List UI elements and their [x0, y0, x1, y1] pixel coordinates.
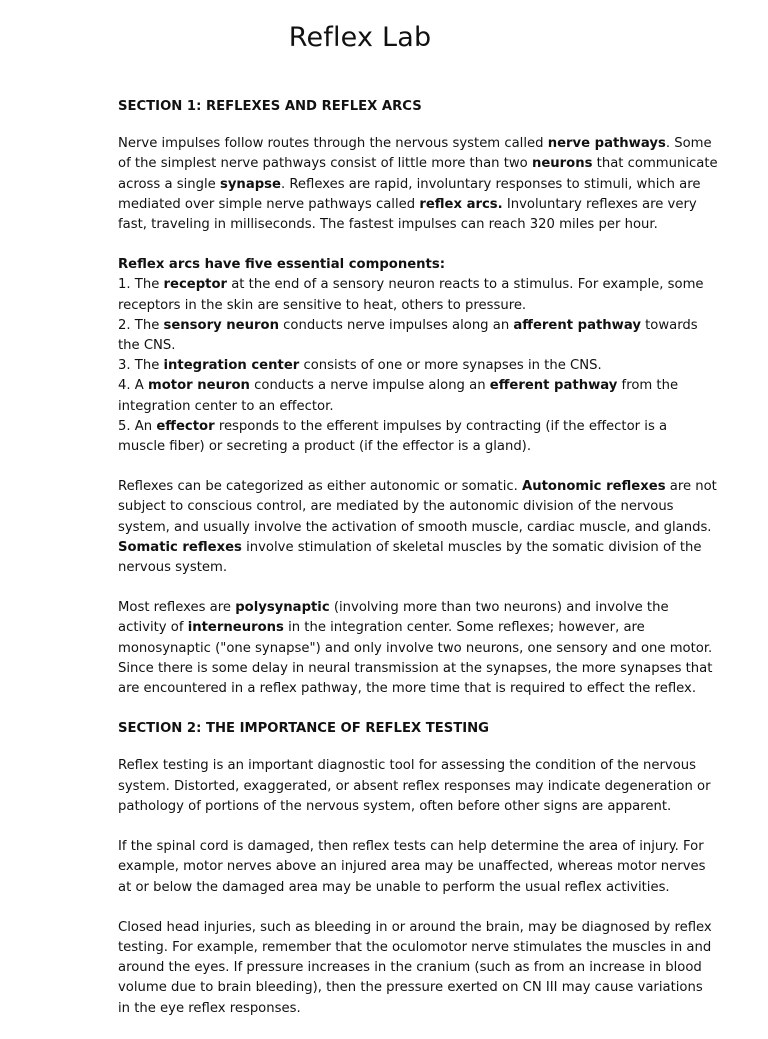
bold-term: synapse — [219, 176, 281, 192]
text-run: If the spinal cord is damaged, then reflex tests can help determine the area of injury. For example, motor nerves above an injured area may be unaffected, whereas motor nerves at or below the damaged area may be unable to perform the usual reflex activities. — [118, 839, 706, 895]
text-run: Closed head injuries, such as bleeding in or around the brain, may be diagnosed by reflex testing. For example, remember that the oculomotor nerve stimulates the muscles in and around the eyes. If pressure increases in the cranium (such as from an increase in blood volume due to brain bleeding), then the pressure exerted on CN III may cause variations in the eye reflex responses. — [118, 919, 712, 1016]
component-item-1 — [118, 275, 718, 315]
text-run: 1. The — [118, 277, 164, 293]
bold-term: motor neuron — [148, 378, 250, 394]
section-2-heading: SECTION 2: THE IMPORTANCE OF REFLEX TESTING — [118, 721, 489, 737]
components-heading: Reflex arcs have five essential components: — [118, 257, 445, 273]
bold-term: reflex arcs. — [419, 196, 503, 212]
component-item-2 — [118, 316, 718, 356]
text-run: in the integration center. Some reflexes; however, are monosynaptic ("one synapse") and only involve two neurons, one sensory and one motor. Since there is some delay in neural transmission at the synapses, the more synapses that are encountered in a reflex pathway, the more time that is required to effect the reflex. — [118, 620, 713, 697]
text-run: at the end of a sensory neuron reacts to a stimulus. For example, some receptors in the skin are sensitive to heat, others to pressure. — [118, 277, 704, 313]
text-run: Involuntary reflexes are very fast, traveling in milliseconds. The fastest impulses can reach 320 miles per hour. — [118, 196, 697, 233]
section-1-heading: SECTION 1: REFLEXES AND REFLEX ARCS — [118, 99, 422, 114]
text-run: consists of one or more synapses in the CNS. — [299, 358, 602, 374]
text-run: Most reflexes are — [118, 600, 236, 616]
text-run: 4. A — [118, 378, 148, 394]
text-run: (involving more than two neurons) and involve the activity of — [118, 600, 669, 636]
bold-term: integration center — [163, 358, 300, 374]
document-body — [118, 97, 718, 1039]
text-run: Nerve impulses follow routes through the nervous system called — [118, 136, 548, 152]
bold-term: nerve pathways — [547, 136, 666, 152]
text-run: are not subject to conscious control, are mediated by the autonomic division of the nervous system, and usually involve the activation of smooth muscle, cardiac muscle, and glands. — [118, 479, 717, 535]
section-1-paragraph-2 — [118, 477, 718, 578]
text-run: 2. The — [118, 317, 164, 333]
text-run: 5. An — [118, 418, 157, 434]
reflex-arc-components — [118, 255, 718, 457]
text-run: from the integration center to an effector. — [118, 378, 679, 414]
text-run: that communicate across a single — [118, 156, 718, 192]
bold-term: sensory neuron — [163, 317, 279, 333]
bold-term: Somatic reflexes — [118, 539, 242, 555]
bold-term: neurons — [531, 156, 593, 172]
bold-term: Autonomic reflexes — [522, 479, 666, 495]
text-run: conducts nerve impulses along an — [278, 317, 514, 333]
text-run: involve stimulation of skeletal muscles by the somatic division of the nervous system. — [118, 539, 702, 576]
bold-term: effector — [156, 418, 215, 434]
bold-term: receptor — [163, 277, 228, 293]
text-run: . Reflexes are rapid, involuntary responses to stimuli, which are mediated over simple nerve pathways called — [118, 176, 701, 212]
section-1-paragraph-3 — [118, 598, 718, 699]
text-run: responds to the efferent impulses by contracting (if the effector is a muscle fiber) or secreting a product (if the effector is a gland). — [118, 418, 668, 455]
section-2-paragraph-3 — [118, 918, 718, 1019]
bold-term: interneurons — [187, 620, 284, 636]
component-item-4 — [118, 376, 718, 416]
text-run: conducts a nerve impulse along an — [249, 378, 490, 394]
component-item-5 — [118, 417, 718, 457]
bold-term: polysynaptic — [235, 600, 330, 616]
text-run: 3. The — [118, 358, 164, 374]
text-run: . Some of the simplest nerve pathways consist of little more than two — [118, 136, 712, 172]
section-1-paragraph-1 — [118, 134, 718, 235]
document-title: Reflex Lab — [288, 22, 432, 53]
section-2-paragraph-1 — [118, 756, 718, 817]
text-run: Reflexes can be categorized as either autonomic or somatic. — [118, 479, 522, 495]
text-run: towards the CNS. — [118, 317, 698, 354]
text-run: Reflex testing is an important diagnostic tool for assessing the condition of the nervous system. Distorted, exaggerated, or absent reflex responses may indicate degeneration or pathology of portions of the nervous system, often before other signs are apparent. — [118, 758, 711, 814]
bold-term: efferent pathway — [489, 378, 618, 394]
bold-term: afferent pathway — [513, 317, 641, 333]
section-2-paragraph-2 — [118, 837, 718, 898]
component-item-3 — [118, 356, 718, 376]
